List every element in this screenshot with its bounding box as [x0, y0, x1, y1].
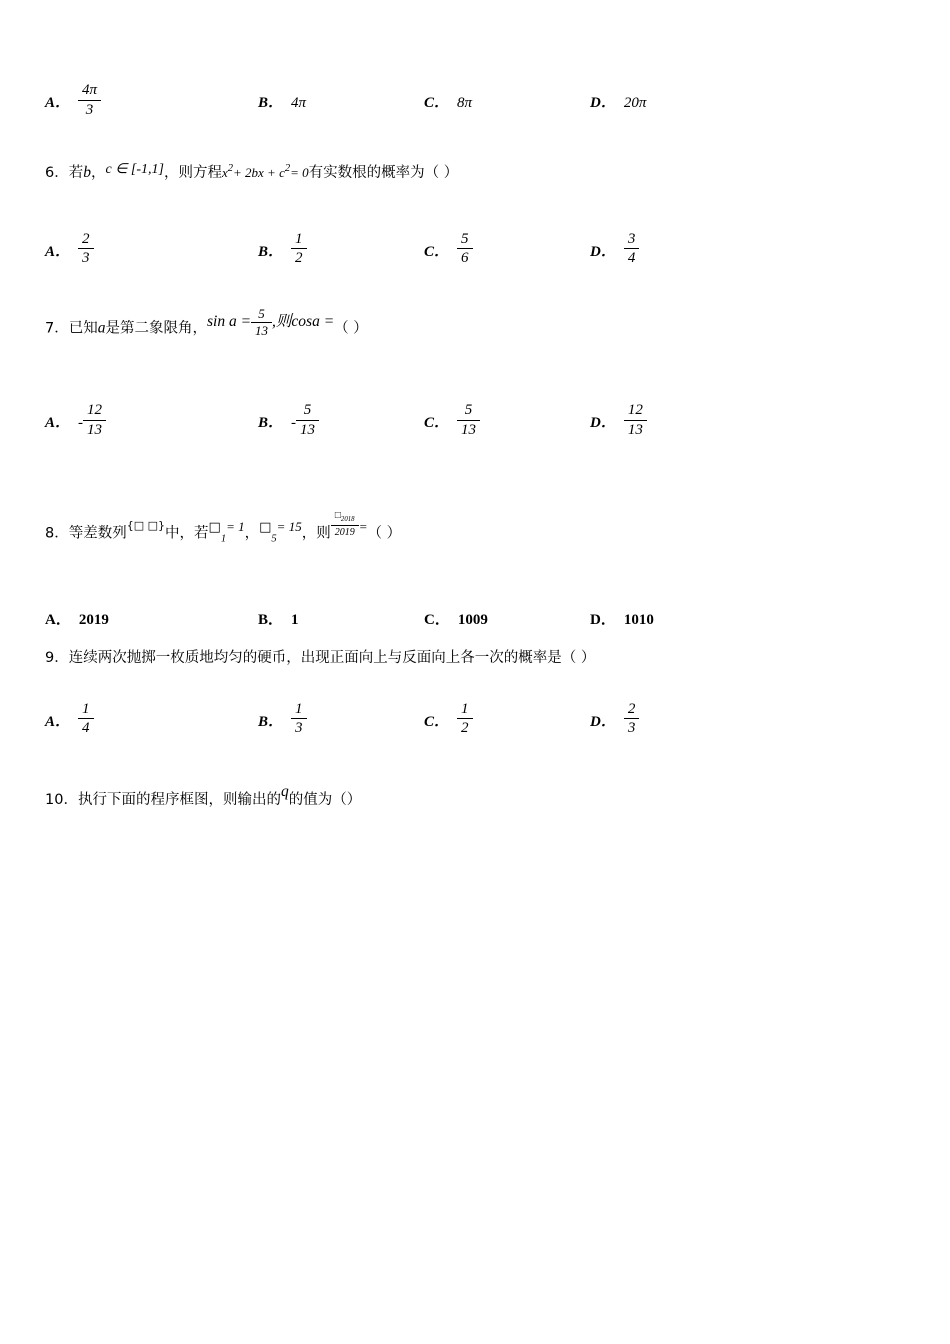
q8-ratio-numerator-symbol: □	[334, 510, 341, 522]
q8-equals: =	[358, 519, 368, 535]
q6-option-a-fraction	[78, 231, 94, 267]
q6-equation-exponent: 2	[227, 163, 233, 174]
q5-option-c[interactable]	[424, 60, 472, 116]
q8-ratio-numerator	[331, 510, 359, 525]
q7-sin-numerator: 5	[251, 307, 272, 323]
q9-option-b[interactable]	[258, 679, 307, 735]
q6-text-2: ，则方程	[163, 165, 222, 182]
q7-sin-denominator: 13	[255, 322, 269, 338]
q7-option-b-denominator: 13	[300, 421, 316, 438]
q8-option-b[interactable]	[258, 603, 299, 633]
q8-option-a-value: 2019	[78, 611, 109, 628]
q6-var-b: b	[83, 164, 91, 182]
q8-option-b-value: 1	[291, 611, 299, 628]
q7-text-3: （ ）	[334, 319, 368, 336]
question-6	[45, 156, 905, 187]
q8-term1-symbol: □	[208, 520, 221, 536]
q8-option-d-value: 1010	[623, 611, 654, 628]
q7-option-a-fraction	[83, 402, 106, 438]
q7-options-row	[45, 380, 905, 436]
q7-option-a-sign: -	[78, 415, 84, 432]
q7-number: 7．	[45, 319, 69, 336]
q8-option-c[interactable]	[424, 603, 488, 633]
q5-option-b-value: 4π	[291, 95, 307, 111]
q10-text-1: 执行下面的程序框图，则输出的	[77, 791, 281, 808]
q6-number: 6．	[45, 165, 69, 182]
question-9	[45, 645, 905, 671]
q6-text-3: 有实数根的概率为（ ）	[308, 165, 459, 182]
q8-ratio-fraction	[331, 510, 359, 537]
q6-option-a-label: A．	[45, 243, 71, 260]
q10-var-q: q	[280, 782, 289, 800]
q5-option-c-value: 8π	[457, 95, 473, 111]
q10-number: 10．	[45, 791, 78, 808]
q6-option-d-denominator: 4	[627, 250, 636, 267]
q6-option-b-denominator: 2	[295, 250, 303, 267]
q7-option-d-fraction	[624, 402, 647, 438]
question-10	[45, 782, 905, 813]
q9-option-b-fraction	[291, 701, 307, 737]
q7-text-1: 已知	[68, 319, 98, 336]
q9-option-d[interactable]	[590, 679, 639, 735]
q6-equation-end: = 0	[290, 165, 309, 181]
q7-option-a-label: A．	[45, 415, 71, 432]
q7-option-d-label: D．	[590, 415, 616, 432]
q9-text: 连续两次抛掷一枚质地均匀的硬币，出现正面向上与反面向上各一次的概率是（ ）	[68, 649, 596, 666]
spacer-2	[45, 265, 905, 305]
q8-term5-value: = 15	[276, 519, 302, 535]
q8-sequence-symbol: {□ □}	[126, 519, 166, 533]
q8-number: 8．	[45, 525, 69, 542]
q6-option-a-numerator: 2	[78, 231, 94, 250]
q7-option-a-denominator: 13	[87, 421, 103, 438]
question-7	[45, 305, 905, 345]
q7-sin-fraction	[251, 307, 272, 339]
q9-option-d-label: D．	[590, 713, 616, 730]
q8-options-row	[45, 603, 905, 633]
q9-option-a[interactable]	[45, 679, 94, 735]
q7-sin-expression: sin a =	[206, 312, 252, 330]
q8-text-3: 则	[316, 525, 331, 542]
q7-option-b-fraction	[296, 402, 319, 438]
q10-text-2: 的值为（）	[288, 791, 362, 808]
q9-number: 9．	[45, 649, 69, 666]
q6-option-b-label: B．	[258, 243, 284, 260]
q6-option-a[interactable]	[45, 209, 94, 265]
q5-option-d[interactable]	[590, 60, 646, 116]
question-8	[45, 510, 905, 552]
q5-option-b-label: B．	[258, 95, 284, 111]
q5-option-a[interactable]	[45, 60, 101, 116]
q6-option-b-numerator: 1	[291, 231, 307, 250]
q6-option-b[interactable]	[258, 209, 307, 265]
q9-option-a-fraction	[78, 701, 94, 737]
q7-option-b[interactable]	[258, 380, 319, 436]
q6-option-c-denominator: 6	[461, 250, 469, 267]
q8-option-c-label: C．	[424, 611, 450, 628]
q8-term1-subscript: 1	[220, 533, 227, 545]
q6-options-row	[45, 209, 905, 265]
q6-set-expression: c ∈ [-1,1]	[105, 161, 164, 177]
q9-option-b-denominator: 3	[295, 720, 303, 737]
q8-text-4: （ ）	[367, 525, 402, 542]
q7-option-c[interactable]	[424, 380, 480, 436]
q5-options-row	[45, 60, 905, 120]
q9-option-a-numerator: 1	[78, 701, 94, 720]
q7-option-c-fraction	[457, 402, 480, 438]
q7-option-d[interactable]	[590, 380, 647, 436]
q7-option-d-numerator: 12	[624, 402, 647, 421]
q9-option-a-label: A．	[45, 713, 71, 730]
q8-option-d[interactable]	[590, 603, 654, 633]
q8-option-a[interactable]	[45, 603, 109, 633]
q9-option-c-numerator: 1	[457, 701, 473, 720]
q6-option-d[interactable]	[590, 209, 639, 265]
q7-option-a[interactable]	[45, 380, 106, 436]
q9-option-c[interactable]	[424, 679, 473, 735]
q8-ratio-denominator: 2019	[334, 526, 355, 538]
q7-option-c-label: C．	[424, 415, 450, 432]
q6-equation-x: x	[221, 165, 228, 181]
q8-option-a-label: A．	[45, 611, 71, 628]
q5-option-c-label: C．	[424, 95, 450, 111]
q6-equation-exponent-2: 2	[284, 163, 291, 174]
q7-option-c-numerator: 5	[457, 402, 480, 421]
q6-option-c[interactable]	[424, 209, 473, 265]
q7-var-a: a	[97, 318, 106, 336]
q9-options-row	[45, 679, 905, 735]
q7-option-b-sign: -	[291, 415, 297, 432]
q6-comma: ，	[90, 165, 106, 182]
q8-term5-symbol: □	[259, 520, 272, 536]
q8-text-2: 中，若	[165, 525, 209, 542]
q6-option-c-numerator: 5	[457, 231, 473, 250]
q8-option-c-value: 1009	[457, 611, 488, 628]
q6-option-d-fraction	[624, 231, 640, 267]
q7-then-expression: ,则cosa =	[272, 312, 335, 330]
q5-option-d-value: 20π	[623, 95, 647, 111]
q5-option-a-fraction	[78, 82, 101, 118]
q9-option-d-fraction	[624, 701, 640, 737]
q9-option-c-denominator: 2	[461, 720, 469, 737]
q8-ratio-numerator-subscript: 2018	[340, 516, 355, 524]
page-content	[45, 60, 905, 813]
spacer-3	[45, 436, 905, 476]
q5-option-a-denominator: 3	[85, 101, 94, 118]
q9-option-d-denominator: 3	[627, 720, 636, 737]
q5-option-a-numerator: 4π	[78, 82, 101, 101]
q6-option-a-denominator: 3	[82, 250, 90, 267]
q6-option-c-fraction	[457, 231, 473, 267]
q6-option-d-label: D．	[590, 243, 616, 260]
q9-option-d-numerator: 2	[624, 701, 640, 720]
q7-text-2: 是第二象限角，	[105, 319, 207, 336]
q6-option-c-label: C．	[424, 243, 450, 260]
q6-text-1: 若	[68, 165, 84, 182]
q7-option-a-numerator: 12	[83, 402, 106, 421]
q9-option-b-numerator: 1	[291, 701, 307, 720]
q9-option-c-label: C．	[424, 713, 450, 730]
q7-option-b-label: B．	[258, 415, 284, 432]
q7-option-c-denominator: 13	[461, 421, 477, 438]
q7-option-b-numerator: 5	[296, 402, 319, 421]
q8-option-d-label: D．	[590, 611, 616, 628]
q8-comma-2: ，	[301, 525, 317, 542]
q6-equation-middle: + 2bx + c	[233, 165, 285, 181]
q5-option-a-label: A．	[45, 95, 71, 111]
q9-option-c-fraction	[457, 701, 473, 737]
q5-option-d-label: D．	[590, 95, 616, 111]
q8-term5-subscript: 5	[271, 533, 277, 545]
q6-option-b-fraction	[291, 231, 307, 267]
q5-option-b[interactable]	[258, 60, 306, 116]
spacer-4	[45, 735, 905, 759]
q6-option-d-numerator: 3	[624, 231, 640, 250]
q7-option-d-denominator: 13	[627, 421, 643, 438]
q8-option-b-label: B．	[258, 611, 284, 628]
q8-comma-1: ，	[244, 525, 260, 542]
q8-text-1: 等差数列	[68, 525, 127, 542]
spacer-1	[45, 120, 905, 144]
q9-option-b-label: B．	[258, 713, 284, 730]
q8-term1-value: = 1	[226, 519, 245, 535]
q9-option-a-denominator: 4	[82, 720, 90, 737]
